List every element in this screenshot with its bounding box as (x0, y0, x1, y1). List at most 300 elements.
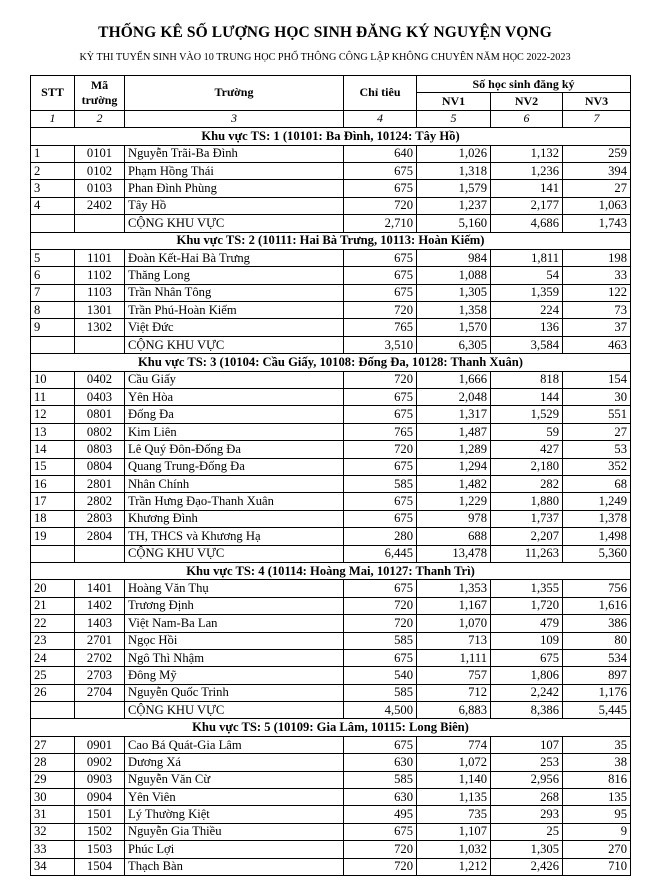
stt-cell: 20 (31, 580, 75, 597)
nv3-cell: 756 (563, 580, 631, 597)
stt-cell: 29 (31, 771, 75, 788)
school-code-cell: 2803 (75, 510, 125, 527)
stt-cell: 26 (31, 684, 75, 701)
nv3-cell: 9 (563, 823, 631, 840)
nv2-cell: 1,359 (491, 284, 563, 301)
empty-cell (75, 545, 125, 562)
empty-cell (31, 336, 75, 353)
school-row (31, 493, 631, 510)
nv3-cell: 534 (563, 649, 631, 666)
school-row (31, 528, 631, 545)
school-row (31, 771, 631, 788)
nv1-cell: 1,318 (417, 162, 491, 179)
total-nv2-cell: 8,386 (491, 702, 563, 719)
region-title: Khu vực TS: 3 (10104: Cầu Giấy, 10108: Đống Đa, 10128: Thanh Xuân) (31, 354, 631, 371)
school-row (31, 249, 631, 266)
column-number: 1 (31, 110, 75, 127)
empty-cell (75, 336, 125, 353)
nv1-cell: 1,167 (417, 597, 491, 614)
nv3-cell: 37 (563, 319, 631, 336)
nv1-cell: 774 (417, 736, 491, 753)
header-so-hoc-sinh: Số học sinh đăng ký (417, 76, 631, 93)
header-truong: Trường (125, 76, 344, 111)
quota-cell: 585 (344, 771, 417, 788)
school-row (31, 580, 631, 597)
quota-cell: 585 (344, 632, 417, 649)
region-header-row (31, 128, 631, 145)
school-code-cell: 0902 (75, 754, 125, 771)
stt-cell: 6 (31, 267, 75, 284)
school-code-cell: 0102 (75, 162, 125, 179)
school-name-cell: Đông Mỹ (125, 667, 344, 684)
school-row (31, 597, 631, 614)
nv2-cell: 1,132 (491, 145, 563, 162)
school-row (31, 458, 631, 475)
school-name-cell: Việt Đức (125, 319, 344, 336)
school-name-cell: Thăng Long (125, 267, 344, 284)
total-nv1-cell: 6,305 (417, 336, 491, 353)
nv2-cell: 107 (491, 736, 563, 753)
nv2-cell: 2,242 (491, 684, 563, 701)
quota-cell: 765 (344, 319, 417, 336)
region-header-row (31, 562, 631, 579)
quota-cell: 720 (344, 197, 417, 214)
header-stt: STT (31, 76, 75, 111)
school-code-cell: 1101 (75, 249, 125, 266)
page-title: THỐNG KÊ SỐ LƯỢNG HỌC SINH ĐĂNG KÝ NGUYỆN VỌNG (98, 24, 552, 41)
school-row (31, 389, 631, 406)
quota-cell: 720 (344, 597, 417, 614)
school-code-cell: 1401 (75, 580, 125, 597)
total-nv3-cell: 5,445 (563, 702, 631, 719)
stt-cell: 10 (31, 371, 75, 388)
empty-cell (31, 545, 75, 562)
total-nv3-cell: 5,360 (563, 545, 631, 562)
nv2-cell: 818 (491, 371, 563, 388)
nv1-cell: 1,317 (417, 406, 491, 423)
school-name-cell: Khương Đình (125, 510, 344, 527)
nv2-cell: 109 (491, 632, 563, 649)
quota-cell: 675 (344, 180, 417, 197)
nv1-cell: 712 (417, 684, 491, 701)
school-code-cell: 0403 (75, 389, 125, 406)
empty-cell (31, 215, 75, 232)
region-header-row (31, 354, 631, 371)
stt-cell: 24 (31, 649, 75, 666)
school-name-cell: Kim Liên (125, 423, 344, 440)
total-nv2-cell: 3,584 (491, 336, 563, 353)
quota-cell: 630 (344, 789, 417, 806)
nv1-cell: 984 (417, 249, 491, 266)
school-row (31, 615, 631, 632)
quota-cell: 675 (344, 406, 417, 423)
nv2-cell: 282 (491, 475, 563, 492)
school-row (31, 754, 631, 771)
stt-cell: 23 (31, 632, 75, 649)
school-code-cell: 1402 (75, 597, 125, 614)
header-ma-truong: Mã trường (75, 76, 125, 111)
column-number: 2 (75, 110, 125, 127)
total-label: CỘNG KHU VỰC (125, 545, 344, 562)
region-header-row (31, 232, 631, 249)
school-code-cell: 0903 (75, 771, 125, 788)
nv1-cell: 1,229 (417, 493, 491, 510)
nv3-cell: 80 (563, 632, 631, 649)
school-name-cell: Lý Thường Kiệt (125, 806, 344, 823)
region-header-row (31, 719, 631, 736)
nv1-cell: 1,294 (417, 458, 491, 475)
column-number-row (31, 110, 631, 127)
stt-cell: 14 (31, 441, 75, 458)
school-row (31, 267, 631, 284)
nv2-cell: 224 (491, 302, 563, 319)
empty-cell (31, 702, 75, 719)
school-code-cell: 2702 (75, 649, 125, 666)
quota-cell: 720 (344, 371, 417, 388)
total-label: CỘNG KHU VỰC (125, 702, 344, 719)
school-row (31, 180, 631, 197)
quota-cell: 720 (344, 441, 417, 458)
school-code-cell: 0101 (75, 145, 125, 162)
nv1-cell: 2,048 (417, 389, 491, 406)
nv3-cell: 95 (563, 806, 631, 823)
nv1-cell: 1,135 (417, 789, 491, 806)
school-code-cell: 1504 (75, 858, 125, 875)
region-title: Khu vực TS: 5 (10109: Gia Lâm, 10115: Long Biên) (31, 719, 631, 736)
school-code-cell: 1502 (75, 823, 125, 840)
region-title: Khu vực TS: 1 (10101: Ba Đình, 10124: Tây Hồ) (31, 128, 631, 145)
quota-cell: 675 (344, 389, 417, 406)
nv2-cell: 1,720 (491, 597, 563, 614)
header-nv3: NV3 (563, 93, 631, 110)
school-code-cell: 1102 (75, 267, 125, 284)
stt-cell: 1 (31, 145, 75, 162)
nv1-cell: 1,032 (417, 841, 491, 858)
nv2-cell: 1,529 (491, 406, 563, 423)
nv3-cell: 1,063 (563, 197, 631, 214)
school-code-cell: 1103 (75, 284, 125, 301)
school-code-cell: 0103 (75, 180, 125, 197)
nv1-cell: 1,072 (417, 754, 491, 771)
nv2-cell: 54 (491, 267, 563, 284)
quota-cell: 630 (344, 754, 417, 771)
school-row (31, 736, 631, 753)
quota-cell: 720 (344, 615, 417, 632)
school-code-cell: 0402 (75, 371, 125, 388)
nv1-cell: 1,140 (417, 771, 491, 788)
nv3-cell: 198 (563, 249, 631, 266)
stt-cell: 8 (31, 302, 75, 319)
nv2-cell: 675 (491, 649, 563, 666)
school-code-cell: 2801 (75, 475, 125, 492)
quota-cell: 675 (344, 580, 417, 597)
stt-cell: 27 (31, 736, 75, 753)
school-code-cell: 0904 (75, 789, 125, 806)
nv3-cell: 551 (563, 406, 631, 423)
school-code-cell: 2701 (75, 632, 125, 649)
school-code-cell: 2804 (75, 528, 125, 545)
nv1-cell: 1,289 (417, 441, 491, 458)
nv3-cell: 38 (563, 754, 631, 771)
registration-table (30, 75, 631, 876)
school-row (31, 475, 631, 492)
region-total-row (31, 215, 631, 232)
stt-cell: 16 (31, 475, 75, 492)
school-name-cell: Ngọc Hồi (125, 632, 344, 649)
total-nv3-cell: 1,743 (563, 215, 631, 232)
nv3-cell: 710 (563, 858, 631, 875)
school-code-cell: 2704 (75, 684, 125, 701)
school-name-cell: Nguyễn Trãi-Ba Đình (125, 145, 344, 162)
school-name-cell: Đống Đa (125, 406, 344, 423)
nv2-cell: 144 (491, 389, 563, 406)
stt-cell: 18 (31, 510, 75, 527)
stt-cell: 33 (31, 841, 75, 858)
quota-cell: 675 (344, 249, 417, 266)
school-row (31, 406, 631, 423)
total-chi-tieu-cell: 4,500 (344, 702, 417, 719)
nv1-cell: 1,353 (417, 580, 491, 597)
column-number: 5 (417, 110, 491, 127)
total-nv2-cell: 11,263 (491, 545, 563, 562)
stt-cell: 5 (31, 249, 75, 266)
nv2-cell: 293 (491, 806, 563, 823)
stt-cell: 17 (31, 493, 75, 510)
quota-cell: 540 (344, 667, 417, 684)
total-nv1-cell: 13,478 (417, 545, 491, 562)
stt-cell: 25 (31, 667, 75, 684)
nv3-cell: 73 (563, 302, 631, 319)
school-row (31, 823, 631, 840)
nv2-cell: 2,177 (491, 197, 563, 214)
nv1-cell: 735 (417, 806, 491, 823)
nv1-cell: 1,107 (417, 823, 491, 840)
quota-cell: 495 (344, 806, 417, 823)
nv1-cell: 1,305 (417, 284, 491, 301)
stt-cell: 19 (31, 528, 75, 545)
school-code-cell: 0901 (75, 736, 125, 753)
nv2-cell: 2,426 (491, 858, 563, 875)
quota-cell: 585 (344, 475, 417, 492)
stt-cell: 15 (31, 458, 75, 475)
school-name-cell: Tây Hồ (125, 197, 344, 214)
stt-cell: 34 (31, 858, 75, 875)
school-name-cell: Trần Nhân Tông (125, 284, 344, 301)
total-nv2-cell: 4,686 (491, 215, 563, 232)
school-code-cell: 1301 (75, 302, 125, 319)
school-row (31, 632, 631, 649)
stt-cell: 3 (31, 180, 75, 197)
school-name-cell: Cầu Giấy (125, 371, 344, 388)
header-nv1: NV1 (417, 93, 491, 110)
nv2-cell: 268 (491, 789, 563, 806)
total-nv3-cell: 463 (563, 336, 631, 353)
quota-cell: 675 (344, 823, 417, 840)
nv2-cell: 25 (491, 823, 563, 840)
stt-cell: 28 (31, 754, 75, 771)
school-row (31, 841, 631, 858)
nv2-cell: 2,956 (491, 771, 563, 788)
school-row (31, 319, 631, 336)
school-row (31, 806, 631, 823)
school-name-cell: Ngô Thì Nhậm (125, 649, 344, 666)
header-nv2: NV2 (491, 93, 563, 110)
quota-cell: 675 (344, 649, 417, 666)
header-row (31, 76, 631, 93)
column-number: 6 (491, 110, 563, 127)
stt-cell: 21 (31, 597, 75, 614)
nv3-cell: 1,498 (563, 528, 631, 545)
region-title: Khu vực TS: 4 (10114: Hoàng Mai, 10127: Thanh Trì) (31, 562, 631, 579)
nv2-cell: 1,806 (491, 667, 563, 684)
nv2-cell: 253 (491, 754, 563, 771)
stt-cell: 4 (31, 197, 75, 214)
school-row (31, 371, 631, 388)
nv1-cell: 978 (417, 510, 491, 527)
nv3-cell: 30 (563, 389, 631, 406)
stt-cell: 30 (31, 789, 75, 806)
nv3-cell: 27 (563, 180, 631, 197)
nv2-cell: 136 (491, 319, 563, 336)
quota-cell: 675 (344, 284, 417, 301)
stt-cell: 31 (31, 806, 75, 823)
school-name-cell: Yên Hòa (125, 389, 344, 406)
nv2-cell: 2,180 (491, 458, 563, 475)
nv3-cell: 53 (563, 441, 631, 458)
nv3-cell: 1,378 (563, 510, 631, 527)
nv3-cell: 122 (563, 284, 631, 301)
school-row (31, 302, 631, 319)
school-row (31, 858, 631, 875)
school-name-cell: Trần Phú-Hoàn Kiếm (125, 302, 344, 319)
school-row (31, 649, 631, 666)
school-code-cell: 0802 (75, 423, 125, 440)
school-name-cell: Dương Xá (125, 754, 344, 771)
empty-cell (75, 215, 125, 232)
nv3-cell: 270 (563, 841, 631, 858)
quota-cell: 675 (344, 736, 417, 753)
nv3-cell: 135 (563, 789, 631, 806)
school-row (31, 284, 631, 301)
quota-cell: 720 (344, 858, 417, 875)
quota-cell: 675 (344, 493, 417, 510)
nv2-cell: 1,355 (491, 580, 563, 597)
nv1-cell: 713 (417, 632, 491, 649)
school-code-cell: 1302 (75, 319, 125, 336)
nv2-cell: 1,880 (491, 493, 563, 510)
quota-cell: 675 (344, 510, 417, 527)
total-nv1-cell: 6,883 (417, 702, 491, 719)
nv3-cell: 1,249 (563, 493, 631, 510)
region-total-row (31, 336, 631, 353)
nv1-cell: 1,026 (417, 145, 491, 162)
school-name-cell: Yên Viên (125, 789, 344, 806)
region-title: Khu vực TS: 2 (10111: Hai Bà Trưng, 10113: Hoàn Kiếm) (31, 232, 631, 249)
nv2-cell: 1,236 (491, 162, 563, 179)
stt-cell: 32 (31, 823, 75, 840)
nv2-cell: 2,207 (491, 528, 563, 545)
nv2-cell: 59 (491, 423, 563, 440)
school-name-cell: Nguyễn Văn Cừ (125, 771, 344, 788)
school-code-cell: 1403 (75, 615, 125, 632)
school-row (31, 667, 631, 684)
nv3-cell: 1,616 (563, 597, 631, 614)
school-name-cell: Phạm Hồng Thái (125, 162, 344, 179)
nv2-cell: 427 (491, 441, 563, 458)
quota-cell: 585 (344, 684, 417, 701)
nv3-cell: 386 (563, 615, 631, 632)
nv1-cell: 1,088 (417, 267, 491, 284)
nv1-cell: 1,482 (417, 475, 491, 492)
nv3-cell: 1,176 (563, 684, 631, 701)
header-chi-tieu: Chỉ tiêu (344, 76, 417, 111)
school-code-cell: 0803 (75, 441, 125, 458)
stt-cell: 11 (31, 389, 75, 406)
nv1-cell: 688 (417, 528, 491, 545)
nv1-cell: 1,070 (417, 615, 491, 632)
total-chi-tieu-cell: 3,510 (344, 336, 417, 353)
school-name-cell: TH, THCS và Khương Hạ (125, 528, 344, 545)
nv3-cell: 35 (563, 736, 631, 753)
school-row (31, 423, 631, 440)
school-name-cell: Việt Nam-Ba Lan (125, 615, 344, 632)
nv3-cell: 154 (563, 371, 631, 388)
quota-cell: 675 (344, 162, 417, 179)
quota-cell: 720 (344, 841, 417, 858)
school-row (31, 510, 631, 527)
empty-cell (75, 702, 125, 719)
school-code-cell: 0801 (75, 406, 125, 423)
school-name-cell: Hoàng Văn Thụ (125, 580, 344, 597)
column-number: 7 (563, 110, 631, 127)
stt-cell: 9 (31, 319, 75, 336)
school-name-cell: Thạch Bàn (125, 858, 344, 875)
nv2-cell: 1,737 (491, 510, 563, 527)
nv2-cell: 1,305 (491, 841, 563, 858)
stt-cell: 22 (31, 615, 75, 632)
school-name-cell: Nguyễn Gia Thiều (125, 823, 344, 840)
stt-cell: 7 (31, 284, 75, 301)
school-code-cell: 2802 (75, 493, 125, 510)
stt-cell: 2 (31, 162, 75, 179)
school-row (31, 441, 631, 458)
quota-cell: 280 (344, 528, 417, 545)
school-name-cell: Trương Định (125, 597, 344, 614)
nv3-cell: 394 (563, 162, 631, 179)
column-number: 3 (125, 110, 344, 127)
school-row (31, 145, 631, 162)
nv3-cell: 33 (563, 267, 631, 284)
nv1-cell: 1,358 (417, 302, 491, 319)
region-total-row (31, 702, 631, 719)
school-name-cell: Nguyễn Quốc Trinh (125, 684, 344, 701)
nv1-cell: 1,487 (417, 423, 491, 440)
nv1-cell: 1,111 (417, 649, 491, 666)
nv1-cell: 1,237 (417, 197, 491, 214)
stt-cell: 12 (31, 406, 75, 423)
school-name-cell: Lê Quý Đôn-Đống Đa (125, 441, 344, 458)
page-subtitle: KỲ THI TUYỂN SINH VÀO 10 TRUNG HỌC PHỔ THÔNG CÔNG LẬP KHÔNG CHUYÊN NĂM HỌC 2022-2023 (79, 52, 571, 63)
school-name-cell: Nhân Chính (125, 475, 344, 492)
school-row (31, 789, 631, 806)
quota-cell: 765 (344, 423, 417, 440)
nv1-cell: 1,579 (417, 180, 491, 197)
nv1-cell: 1,212 (417, 858, 491, 875)
school-code-cell: 1503 (75, 841, 125, 858)
school-name-cell: Đoàn Kết-Hai Bà Trưng (125, 249, 344, 266)
quota-cell: 640 (344, 145, 417, 162)
total-label: CỘNG KHU VỰC (125, 215, 344, 232)
